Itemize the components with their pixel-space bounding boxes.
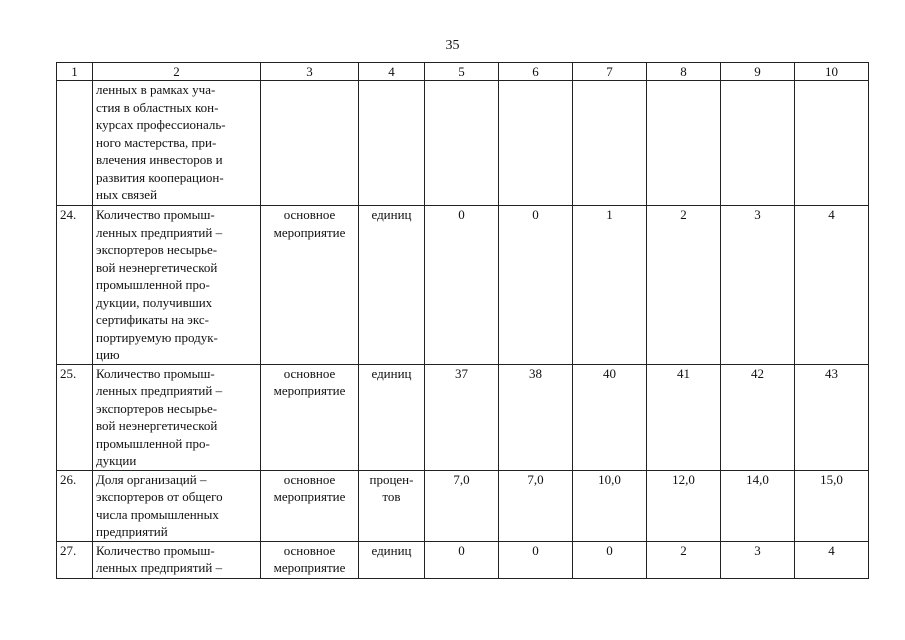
value-cell xyxy=(795,81,869,206)
table-row xyxy=(57,81,869,206)
value-cell: 7,0 xyxy=(499,470,573,541)
indicator-type: основное мероприятие xyxy=(261,470,359,541)
indicator-type xyxy=(261,81,359,206)
value-cell: 41 xyxy=(647,364,721,470)
value-cell: 0 xyxy=(499,541,573,578)
value-cell: 0 xyxy=(425,206,499,365)
column-number-header: 3 xyxy=(261,63,359,81)
indicator-name: ленных в рамках уча- стия в областных кон- курсах профессиональ- ного мастерства, при- влечения инвесторов и развития кооперацион- ных связей xyxy=(93,81,261,206)
value-cell: 4 xyxy=(795,206,869,365)
value-cell: 3 xyxy=(721,206,795,365)
indicator-type: основное мероприятие xyxy=(261,206,359,365)
value-cell: 2 xyxy=(647,541,721,578)
value-cell: 10,0 xyxy=(573,470,647,541)
row-number: 26. xyxy=(57,470,93,541)
unit-of-measure xyxy=(359,81,425,206)
column-number-header: 9 xyxy=(721,63,795,81)
row-number: 24. xyxy=(57,206,93,365)
row-number xyxy=(57,81,93,206)
value-cell: 37 xyxy=(425,364,499,470)
indicator-name: Количество промыш- ленных предприятий – xyxy=(93,541,261,578)
value-cell: 14,0 xyxy=(721,470,795,541)
unit-of-measure: единиц xyxy=(359,541,425,578)
value-cell: 38 xyxy=(499,364,573,470)
unit-of-measure: единиц xyxy=(359,206,425,365)
unit-of-measure: процен- тов xyxy=(359,470,425,541)
page-number: 35 xyxy=(445,38,460,53)
column-number-header: 2 xyxy=(93,63,261,81)
column-number-row xyxy=(57,63,869,81)
indicator-type: основное мероприятие xyxy=(261,364,359,470)
column-number-header: 6 xyxy=(499,63,573,81)
column-number-header: 1 xyxy=(57,63,93,81)
indicators-table xyxy=(56,62,869,579)
value-cell: 2 xyxy=(647,206,721,365)
indicator-name: Количество промыш- ленных предприятий – экспортеров несырье- вой неэнергетической промышленной про- дукции, получивших сертификаты на экс- портируемую продук- цию xyxy=(93,206,261,365)
value-cell: 43 xyxy=(795,364,869,470)
row-number: 25. xyxy=(57,364,93,470)
value-cell: 0 xyxy=(499,206,573,365)
value-cell: 15,0 xyxy=(795,470,869,541)
column-number-header: 4 xyxy=(359,63,425,81)
value-cell xyxy=(425,81,499,206)
value-cell xyxy=(573,81,647,206)
value-cell: 7,0 xyxy=(425,470,499,541)
column-number-header: 10 xyxy=(795,63,869,81)
value-cell: 42 xyxy=(721,364,795,470)
column-number-header: 8 xyxy=(647,63,721,81)
table-row xyxy=(57,541,869,578)
value-cell xyxy=(499,81,573,206)
unit-of-measure: единиц xyxy=(359,364,425,470)
column-number-header: 7 xyxy=(573,63,647,81)
table-row xyxy=(57,470,869,541)
value-cell: 12,0 xyxy=(647,470,721,541)
row-number: 27. xyxy=(57,541,93,578)
value-cell: 0 xyxy=(573,541,647,578)
value-cell: 40 xyxy=(573,364,647,470)
indicator-name: Количество промыш- ленных предприятий – экспортеров несырье- вой неэнергетической промышленной про- дукции xyxy=(93,364,261,470)
table-row xyxy=(57,364,869,470)
table-row xyxy=(57,206,869,365)
value-cell xyxy=(721,81,795,206)
column-number-header: 5 xyxy=(425,63,499,81)
value-cell: 0 xyxy=(425,541,499,578)
value-cell: 4 xyxy=(795,541,869,578)
indicator-name: Доля организаций – экспортеров от общего числа промышленных предприятий xyxy=(93,470,261,541)
value-cell: 1 xyxy=(573,206,647,365)
value-cell xyxy=(647,81,721,206)
indicator-type: основное мероприятие xyxy=(261,541,359,578)
value-cell: 3 xyxy=(721,541,795,578)
